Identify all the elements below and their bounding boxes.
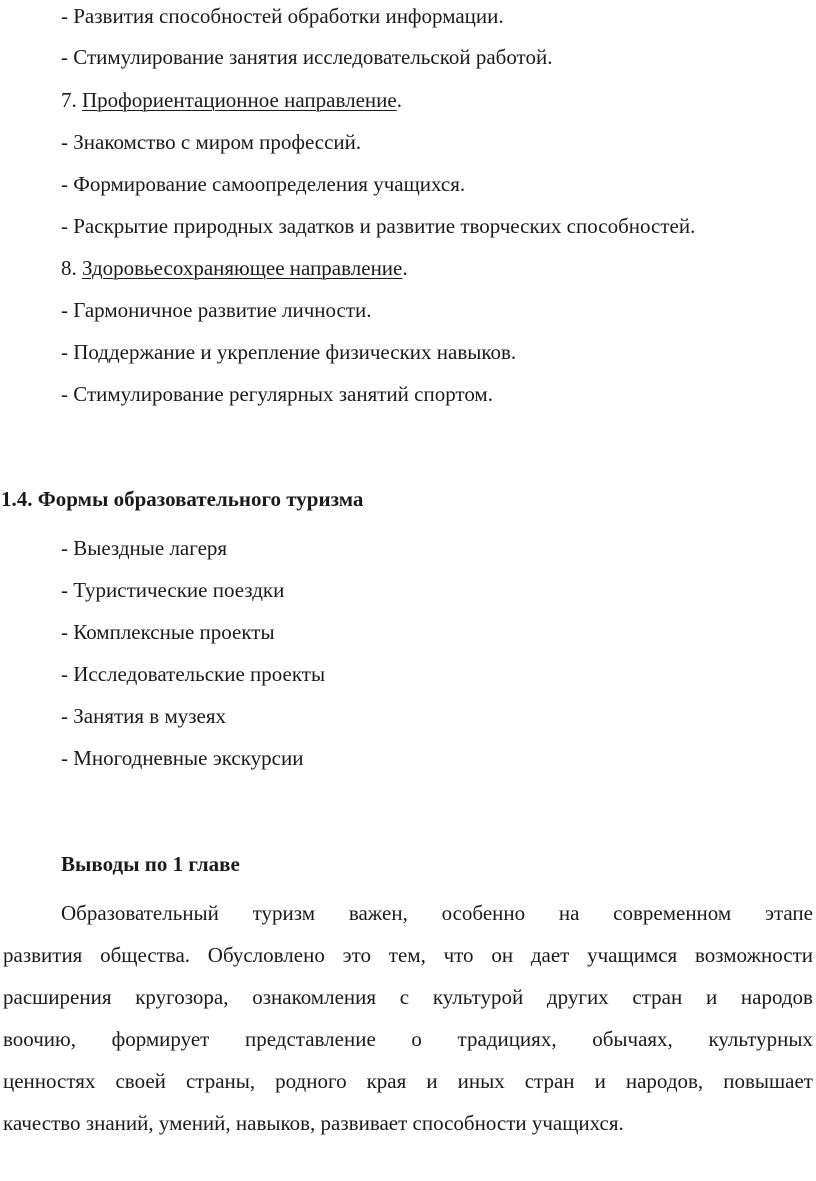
word: это	[342, 943, 372, 967]
section-title-end: .	[396, 88, 402, 112]
list-item: - Поддержание и укрепление физических навыков.	[61, 340, 517, 364]
paragraph-line	[3, 942, 813, 968]
word: воочию,	[3, 1027, 76, 1051]
section-title-underlined: Здоровьесохраняющее направление	[82, 256, 403, 280]
word: Обусловлено	[207, 943, 325, 967]
list-item: - Гармоничное развитие личности.	[61, 298, 372, 322]
word: народов,	[625, 1069, 704, 1093]
list-item: - Стимулирование регулярных занятий спортом.	[61, 382, 493, 406]
word: о	[411, 1027, 422, 1051]
word: особенно	[441, 901, 526, 925]
list-item: - Раскрытие природных задатков и развитие творческих способностей.	[61, 214, 696, 238]
word: общества.	[100, 943, 191, 967]
word: современном	[613, 901, 732, 925]
word: Образовательный	[61, 901, 219, 925]
word: формирует	[111, 1027, 210, 1051]
paragraph-line	[3, 1068, 813, 1094]
paragraph-line	[61, 900, 813, 926]
list-item: - Туристические поездки	[61, 578, 285, 602]
word: других	[546, 985, 609, 1009]
word: своей	[115, 1069, 166, 1093]
conclusions-heading: Выводы по 1 главе	[61, 852, 240, 876]
section-title-underlined: Профориентационное направление	[82, 88, 397, 112]
section-7-title	[61, 87, 402, 113]
paragraph-line: качество знаний, умений, навыков, развивает способности учащихся.	[3, 1111, 624, 1135]
word: представление	[244, 1027, 376, 1051]
word: и	[594, 1069, 606, 1093]
word: и	[426, 1069, 438, 1093]
word: этапе	[764, 901, 813, 925]
word: учащимся	[587, 943, 678, 967]
paragraph-line	[3, 1026, 813, 1052]
word: культурных	[708, 1027, 813, 1051]
section-number: 7.	[61, 88, 82, 112]
word: он	[491, 943, 514, 967]
word: на	[558, 901, 580, 925]
word: что	[443, 943, 474, 967]
word: дает	[530, 943, 570, 967]
word: родного	[275, 1069, 347, 1093]
word: важен,	[348, 901, 408, 925]
list-item: - Многодневные экскурсии	[61, 746, 304, 770]
list-item: - Развития способностей обработки информации.	[61, 4, 504, 28]
list-item: - Знакомство с миром профессий.	[61, 130, 362, 154]
word: страны,	[185, 1069, 256, 1093]
word: обычаях,	[592, 1027, 673, 1051]
list-item: - Формирование самоопределения учащихся.	[61, 172, 466, 196]
word: стран	[524, 1069, 575, 1093]
word: повышает	[723, 1069, 813, 1093]
word: возможности	[694, 943, 813, 967]
list-item: - Занятия в музеях	[61, 704, 227, 728]
section-heading: 1.4. Формы образовательного туризма	[1, 487, 364, 511]
word: народов	[740, 985, 813, 1009]
word: туризм	[252, 901, 316, 925]
word: края	[366, 1069, 407, 1093]
word: культурой	[432, 985, 524, 1009]
word: расширения	[3, 985, 112, 1009]
list-item: - Комплексные проекты	[61, 620, 275, 644]
list-item: - Выездные лагеря	[61, 536, 228, 560]
word: кругозора,	[135, 985, 229, 1009]
list-item: - Исследовательские проекты	[61, 662, 326, 686]
word: ценностях	[3, 1069, 96, 1093]
word: традициях,	[457, 1027, 557, 1051]
section-number: 8.	[61, 256, 82, 280]
word: с	[399, 985, 410, 1009]
word: тем,	[388, 943, 426, 967]
word: иных	[457, 1069, 505, 1093]
word: развития	[3, 943, 83, 967]
section-title-end: .	[402, 256, 408, 280]
word: стран	[632, 985, 683, 1009]
word: и	[705, 985, 718, 1009]
section-8-title	[61, 255, 408, 281]
list-item: - Стимулирование занятия исследовательской работой.	[61, 45, 553, 69]
word: ознакомления	[252, 985, 377, 1009]
paragraph-line	[3, 984, 813, 1010]
